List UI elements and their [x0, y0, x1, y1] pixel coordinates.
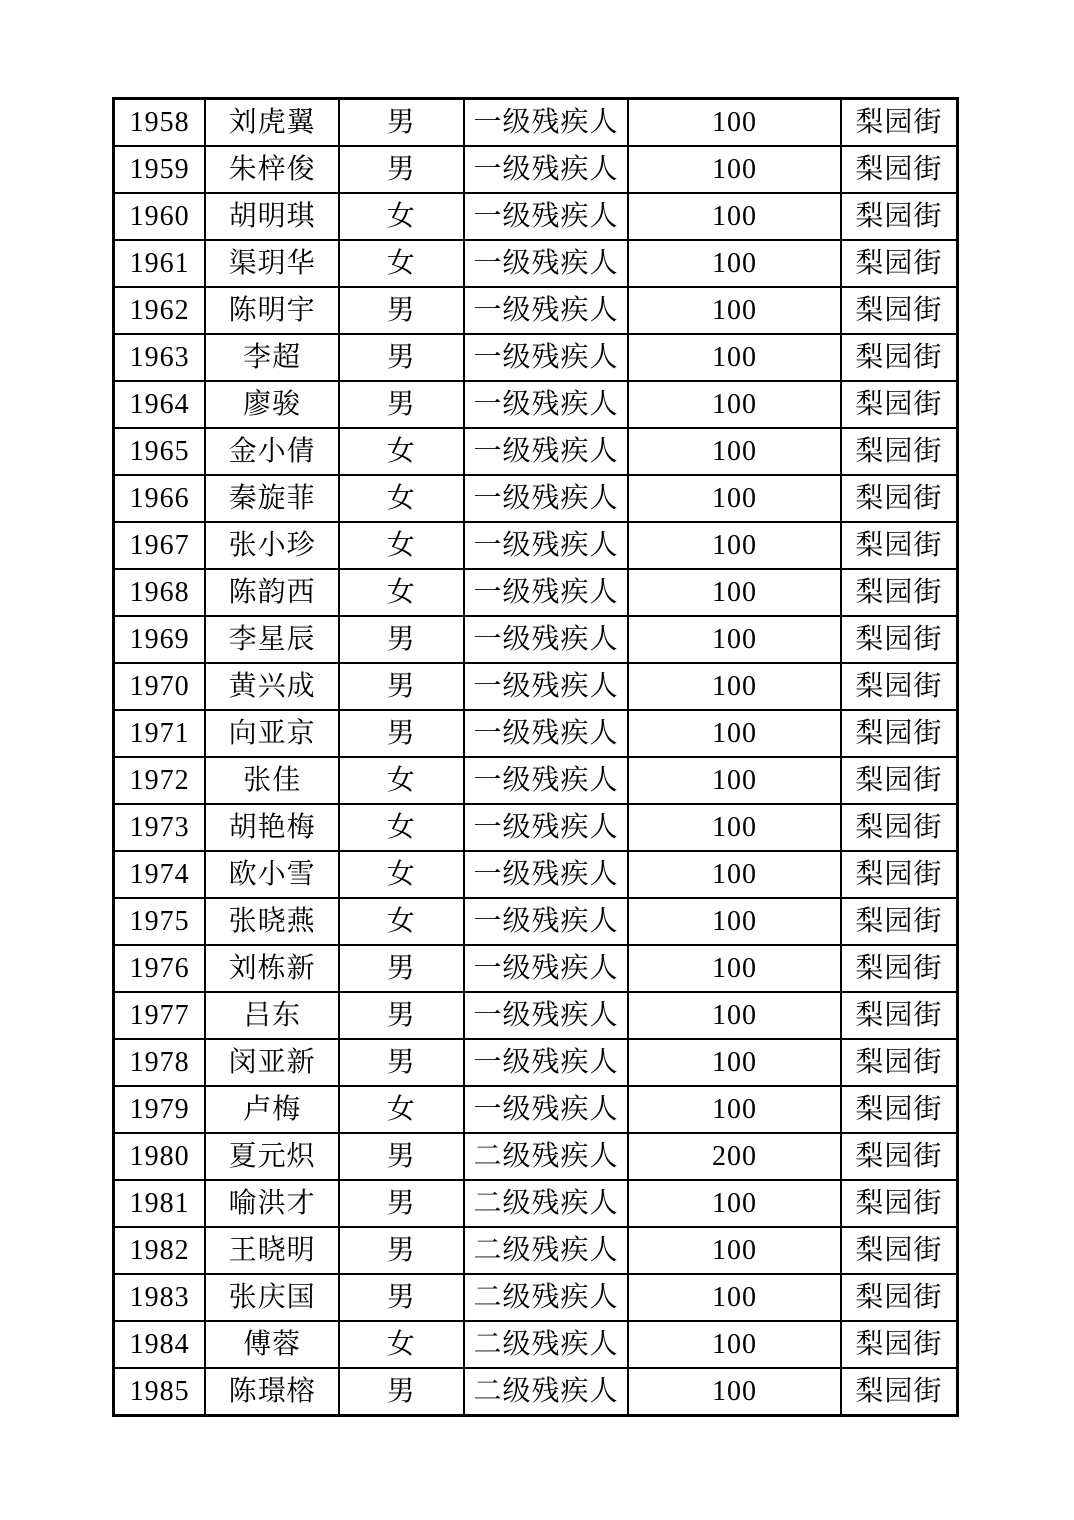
street-cell: 梨园街	[841, 898, 958, 945]
person-name-cell: 陈明宇	[205, 287, 339, 334]
gender-cell: 男	[339, 287, 464, 334]
serial-number-cell: 1984	[114, 1321, 206, 1368]
records-table	[112, 97, 959, 1417]
person-name-cell: 张庆国	[205, 1274, 339, 1321]
person-name-cell: 金小倩	[205, 428, 339, 475]
subsidy-amount-cell: 100	[628, 1368, 841, 1416]
subsidy-amount-cell: 100	[628, 1274, 841, 1321]
disability-category-cell: 一级残疾人	[464, 428, 629, 475]
person-name-cell: 闵亚新	[205, 1039, 339, 1086]
street-cell: 梨园街	[841, 193, 958, 240]
street-cell: 梨园街	[841, 851, 958, 898]
disability-category-cell: 一级残疾人	[464, 193, 629, 240]
table-row	[114, 851, 958, 898]
subsidy-amount-cell: 100	[628, 945, 841, 992]
table-row	[114, 334, 958, 381]
street-cell: 梨园街	[841, 146, 958, 193]
table-row	[114, 569, 958, 616]
gender-cell: 女	[339, 569, 464, 616]
disability-category-cell: 二级残疾人	[464, 1180, 629, 1227]
records-table-body	[114, 99, 958, 1416]
gender-cell: 女	[339, 240, 464, 287]
subsidy-amount-cell: 100	[628, 334, 841, 381]
person-name-cell: 陈璟榕	[205, 1368, 339, 1416]
table-row	[114, 475, 958, 522]
disability-category-cell: 二级残疾人	[464, 1368, 629, 1416]
serial-number-cell: 1971	[114, 710, 206, 757]
street-cell: 梨园街	[841, 334, 958, 381]
disability-category-cell: 一级残疾人	[464, 334, 629, 381]
serial-number-cell: 1978	[114, 1039, 206, 1086]
serial-number-cell: 1966	[114, 475, 206, 522]
subsidy-amount-cell: 100	[628, 99, 841, 147]
disability-category-cell: 一级残疾人	[464, 522, 629, 569]
gender-cell: 男	[339, 710, 464, 757]
person-name-cell: 王晓明	[205, 1227, 339, 1274]
gender-cell: 男	[339, 334, 464, 381]
table-row	[114, 522, 958, 569]
serial-number-cell: 1982	[114, 1227, 206, 1274]
serial-number-cell: 1958	[114, 99, 206, 147]
street-cell: 梨园街	[841, 945, 958, 992]
disability-category-cell: 一级残疾人	[464, 146, 629, 193]
disability-category-cell: 二级残疾人	[464, 1274, 629, 1321]
table-row	[114, 146, 958, 193]
subsidy-amount-cell: 100	[628, 193, 841, 240]
street-cell: 梨园街	[841, 1274, 958, 1321]
serial-number-cell: 1977	[114, 992, 206, 1039]
gender-cell: 女	[339, 1321, 464, 1368]
serial-number-cell: 1965	[114, 428, 206, 475]
disability-category-cell: 一级残疾人	[464, 663, 629, 710]
serial-number-cell: 1974	[114, 851, 206, 898]
table-row	[114, 287, 958, 334]
serial-number-cell: 1961	[114, 240, 206, 287]
street-cell: 梨园街	[841, 1227, 958, 1274]
street-cell: 梨园街	[841, 616, 958, 663]
street-cell: 梨园街	[841, 1180, 958, 1227]
gender-cell: 女	[339, 804, 464, 851]
table-row	[114, 710, 958, 757]
gender-cell: 男	[339, 616, 464, 663]
street-cell: 梨园街	[841, 569, 958, 616]
street-cell: 梨园街	[841, 1133, 958, 1180]
person-name-cell: 李超	[205, 334, 339, 381]
serial-number-cell: 1959	[114, 146, 206, 193]
disability-category-cell: 一级残疾人	[464, 381, 629, 428]
street-cell: 梨园街	[841, 240, 958, 287]
disability-category-cell: 一级残疾人	[464, 475, 629, 522]
serial-number-cell: 1976	[114, 945, 206, 992]
person-name-cell: 刘虎翼	[205, 99, 339, 147]
person-name-cell: 陈韵西	[205, 569, 339, 616]
disability-category-cell: 二级残疾人	[464, 1227, 629, 1274]
street-cell: 梨园街	[841, 381, 958, 428]
subsidy-amount-cell: 100	[628, 569, 841, 616]
person-name-cell: 朱梓俊	[205, 146, 339, 193]
serial-number-cell: 1983	[114, 1274, 206, 1321]
street-cell: 梨园街	[841, 710, 958, 757]
subsidy-amount-cell: 100	[628, 287, 841, 334]
table-row	[114, 1086, 958, 1133]
person-name-cell: 张晓燕	[205, 898, 339, 945]
table-row	[114, 1133, 958, 1180]
disability-category-cell: 一级残疾人	[464, 804, 629, 851]
disability-category-cell: 一级残疾人	[464, 1039, 629, 1086]
street-cell: 梨园街	[841, 1086, 958, 1133]
person-name-cell: 渠玥华	[205, 240, 339, 287]
table-row	[114, 1039, 958, 1086]
person-name-cell: 刘栋新	[205, 945, 339, 992]
street-cell: 梨园街	[841, 663, 958, 710]
gender-cell: 女	[339, 1086, 464, 1133]
street-cell: 梨园街	[841, 1039, 958, 1086]
disability-category-cell: 一级残疾人	[464, 851, 629, 898]
person-name-cell: 欧小雪	[205, 851, 339, 898]
subsidy-amount-cell: 100	[628, 1180, 841, 1227]
disability-category-cell: 一级残疾人	[464, 287, 629, 334]
street-cell: 梨园街	[841, 522, 958, 569]
table-row	[114, 804, 958, 851]
subsidy-amount-cell: 100	[628, 240, 841, 287]
table-row	[114, 1180, 958, 1227]
disability-category-cell: 二级残疾人	[464, 1321, 629, 1368]
table-row	[114, 428, 958, 475]
gender-cell: 男	[339, 663, 464, 710]
street-cell: 梨园街	[841, 99, 958, 147]
serial-number-cell: 1972	[114, 757, 206, 804]
table-row	[114, 240, 958, 287]
gender-cell: 男	[339, 99, 464, 147]
subsidy-amount-cell: 100	[628, 804, 841, 851]
serial-number-cell: 1962	[114, 287, 206, 334]
serial-number-cell: 1967	[114, 522, 206, 569]
gender-cell: 男	[339, 146, 464, 193]
gender-cell: 男	[339, 1368, 464, 1416]
table-row	[114, 757, 958, 804]
street-cell: 梨园街	[841, 1321, 958, 1368]
table-row	[114, 663, 958, 710]
serial-number-cell: 1963	[114, 334, 206, 381]
gender-cell: 女	[339, 898, 464, 945]
person-name-cell: 黄兴成	[205, 663, 339, 710]
subsidy-amount-cell: 100	[628, 851, 841, 898]
disability-category-cell: 一级残疾人	[464, 710, 629, 757]
disability-category-cell: 二级残疾人	[464, 1133, 629, 1180]
gender-cell: 男	[339, 1133, 464, 1180]
person-name-cell: 张佳	[205, 757, 339, 804]
serial-number-cell: 1985	[114, 1368, 206, 1416]
serial-number-cell: 1980	[114, 1133, 206, 1180]
table-row	[114, 381, 958, 428]
serial-number-cell: 1973	[114, 804, 206, 851]
street-cell: 梨园街	[841, 1368, 958, 1416]
person-name-cell: 李星辰	[205, 616, 339, 663]
subsidy-amount-cell: 100	[628, 475, 841, 522]
person-name-cell: 廖骏	[205, 381, 339, 428]
person-name-cell: 胡明琪	[205, 193, 339, 240]
subsidy-amount-cell: 100	[628, 757, 841, 804]
person-name-cell: 张小珍	[205, 522, 339, 569]
subsidy-amount-cell: 200	[628, 1133, 841, 1180]
serial-number-cell: 1970	[114, 663, 206, 710]
serial-number-cell: 1975	[114, 898, 206, 945]
serial-number-cell: 1960	[114, 193, 206, 240]
gender-cell: 女	[339, 522, 464, 569]
subsidy-amount-cell: 100	[628, 522, 841, 569]
gender-cell: 女	[339, 428, 464, 475]
table-row	[114, 616, 958, 663]
person-name-cell: 向亚京	[205, 710, 339, 757]
subsidy-amount-cell: 100	[628, 1039, 841, 1086]
table-row	[114, 1368, 958, 1416]
subsidy-amount-cell: 100	[628, 992, 841, 1039]
table-row	[114, 992, 958, 1039]
table-row	[114, 1274, 958, 1321]
person-name-cell: 吕东	[205, 992, 339, 1039]
serial-number-cell: 1969	[114, 616, 206, 663]
street-cell: 梨园街	[841, 287, 958, 334]
gender-cell: 女	[339, 475, 464, 522]
person-name-cell: 夏元炽	[205, 1133, 339, 1180]
subsidy-amount-cell: 100	[628, 381, 841, 428]
gender-cell: 男	[339, 1274, 464, 1321]
disability-category-cell: 一级残疾人	[464, 240, 629, 287]
gender-cell: 男	[339, 381, 464, 428]
gender-cell: 男	[339, 1039, 464, 1086]
subsidy-amount-cell: 100	[628, 1321, 841, 1368]
gender-cell: 女	[339, 193, 464, 240]
disability-category-cell: 一级残疾人	[464, 616, 629, 663]
gender-cell: 女	[339, 851, 464, 898]
disability-category-cell: 一级残疾人	[464, 1086, 629, 1133]
subsidy-amount-cell: 100	[628, 428, 841, 475]
table-row	[114, 1227, 958, 1274]
gender-cell: 男	[339, 945, 464, 992]
person-name-cell: 傅蓉	[205, 1321, 339, 1368]
street-cell: 梨园街	[841, 428, 958, 475]
disability-category-cell: 一级残疾人	[464, 757, 629, 804]
table-row	[114, 945, 958, 992]
subsidy-amount-cell: 100	[628, 710, 841, 757]
subsidy-amount-cell: 100	[628, 663, 841, 710]
subsidy-amount-cell: 100	[628, 616, 841, 663]
disability-category-cell: 一级残疾人	[464, 945, 629, 992]
table-row	[114, 1321, 958, 1368]
serial-number-cell: 1964	[114, 381, 206, 428]
disability-category-cell: 一级残疾人	[464, 992, 629, 1039]
person-name-cell: 秦旋菲	[205, 475, 339, 522]
serial-number-cell: 1979	[114, 1086, 206, 1133]
subsidy-amount-cell: 100	[628, 146, 841, 193]
disability-category-cell: 一级残疾人	[464, 569, 629, 616]
subsidy-amount-cell: 100	[628, 1086, 841, 1133]
street-cell: 梨园街	[841, 475, 958, 522]
disability-category-cell: 一级残疾人	[464, 898, 629, 945]
person-name-cell: 喻洪才	[205, 1180, 339, 1227]
serial-number-cell: 1968	[114, 569, 206, 616]
table-row	[114, 99, 958, 147]
gender-cell: 男	[339, 992, 464, 1039]
table-row	[114, 898, 958, 945]
street-cell: 梨园街	[841, 804, 958, 851]
gender-cell: 女	[339, 757, 464, 804]
subsidy-amount-cell: 100	[628, 898, 841, 945]
serial-number-cell: 1981	[114, 1180, 206, 1227]
table-row	[114, 193, 958, 240]
gender-cell: 男	[339, 1227, 464, 1274]
disability-category-cell: 一级残疾人	[464, 99, 629, 147]
street-cell: 梨园街	[841, 992, 958, 1039]
gender-cell: 男	[339, 1180, 464, 1227]
subsidy-amount-cell: 100	[628, 1227, 841, 1274]
person-name-cell: 卢梅	[205, 1086, 339, 1133]
person-name-cell: 胡艳梅	[205, 804, 339, 851]
street-cell: 梨园街	[841, 757, 958, 804]
